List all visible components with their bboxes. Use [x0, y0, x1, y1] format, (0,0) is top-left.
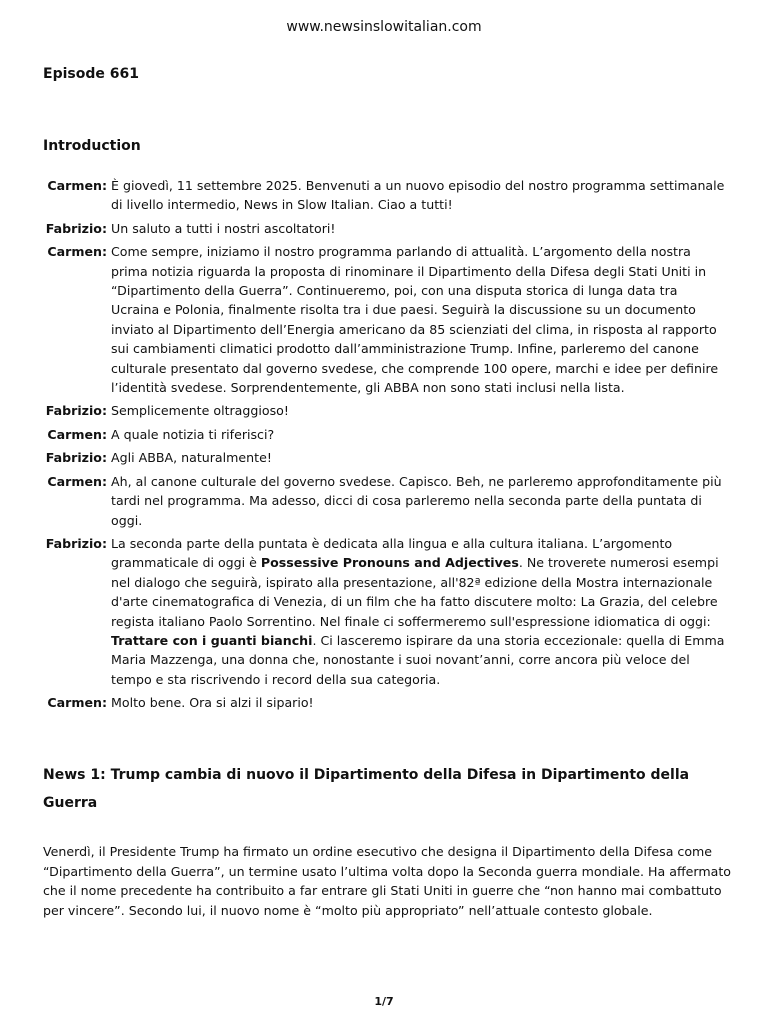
speech-text [111, 176, 733, 219]
dialogue-line [43, 448, 733, 471]
page-number: 1/7 [374, 995, 394, 1008]
speaker-name: Fabrizio: [45, 535, 107, 551]
site-url: www.newsinslowitalian.com [286, 19, 482, 35]
speech-text [111, 693, 733, 716]
dialogue-line [43, 401, 733, 424]
dialogue-line [43, 472, 733, 534]
news-1-heading: News 1: Trump cambia di nuovo il Dipartimento della Difesa in Dipartimento della Guerra [43, 767, 690, 811]
speaker-name: Carmen: [47, 244, 107, 260]
speech-fragment: Ah, al canone culturale del governo svedese. Capisco. Beh, ne parleremo approfonditamente più tardi nel programma. Ma adesso, dicci di cosa parleremo nella seconda parte della puntata di oggi. [111, 473, 722, 528]
speaker-name: Fabrizio: [45, 403, 107, 419]
speech-fragment: La seconda parte della puntata è dedicata alla lingua e alla cultura italiana. L’argomento grammaticale di oggi è [111, 535, 673, 571]
speech-fragment: . Ne troverete numerosi esempi nel dialogo che seguirà, ispirato alla presentazione, all'82ª edizione della Mostra internazionale d'arte cinematografica di Venezia, di un film che ha fatto discutere molto: La Grazia, del celebre regista italiano Paolo Sorrentino. Nel finale ci soffermeremo sull'espressione idiomatica di oggi: [111, 555, 719, 629]
dialogue-line [43, 534, 733, 693]
speech-fragment: Semplicemente oltraggioso! [111, 403, 289, 419]
dialogue-line [43, 219, 733, 242]
dialogue-line [43, 693, 733, 716]
speech-fragment: Un saluto a tutti i nostri ascoltatori! [111, 220, 336, 236]
introduction-heading: Introduction [43, 138, 141, 154]
emphasized-term: Possessive Pronouns and Adjectives [260, 555, 519, 571]
speaker-name: Carmen: [47, 695, 107, 711]
speaker-name: Fabrizio: [45, 220, 107, 236]
speaker-name: Carmen: [47, 178, 107, 193]
speech-fragment: Agli ABBA, naturalmente! [111, 450, 272, 466]
speech-text [111, 219, 733, 242]
speech-fragment: A quale notizia ti riferisci? [111, 426, 275, 442]
dialogue-line [43, 242, 733, 401]
episode-title: Episode 661 [43, 66, 139, 82]
dialogue-table [43, 176, 733, 717]
speech-fragment: . Ci lasceremo ispirare da una storia eccezionale: quella di Emma Maria Mazzenga, una donna che, nonostante i suoi novant’anni, corre ancora più veloce del tempo e sta riscrivendo i record della sua categoria. [111, 632, 725, 687]
speaker-name: Carmen: [47, 473, 107, 489]
dialogue-line [43, 176, 733, 219]
speech-text [111, 472, 733, 534]
speech-text [111, 534, 733, 693]
dialogue-line [43, 425, 733, 448]
speech-fragment: Come sempre, iniziamo il nostro programma parlando di attualità. L’argomento della nostra prima notizia riguarda la proposta di rinominare il Dipartimento della Difesa degli Stati Uniti in “Dipartimento della Guerra”. Continueremo, poi, con una disputa storica di lunga data tra Ucraina e Polonia, finalmente risolta tra i due paesi. Seguirà la discussione su un documento inviato al Dipartimento dell’Energia americano da 85 scienziati del clima, in risposta al rapporto sui cambiamenti climatici prodotto dall’amministrazione Trump. Infine, parleremo del canone culturale presentato dal governo svedese, che comprende 100 opere, marchi e idee per definire l’identità svedese. Sorprendentemente, gli ABBA non sono stati inclusi nella lista. [111, 244, 719, 396]
speech-text [111, 242, 733, 401]
speech-text [111, 448, 733, 471]
speaker-name: Fabrizio: [45, 450, 107, 466]
speaker-name: Carmen: [47, 426, 107, 442]
speech-text [111, 401, 733, 424]
speech-fragment: Molto bene. Ora si alzi il sipario! [111, 695, 314, 711]
news-1-body: Venerdì, il Presidente Trump ha firmato un ordine esecutivo che designa il Dipartimento della Difesa come “Dipartimento della Guerra”, un termine usato l’ultima volta dopo la Seconda guerra mondiale. Ha affermato che il nome precedente ha contribuito a far entrare gli Stati Uniti in guerre che “non hanno mai combattuto per vincere”. Secondo lui, il nuovo nome è “molto più appropriato” nell’attuale contesto globale. [43, 844, 731, 918]
speech-text [111, 425, 733, 448]
emphasized-term: Trattare con i guanti bianchi [111, 632, 313, 648]
speech-fragment: È giovedì, 11 settembre 2025. Benvenuti a un nuovo episodio del nostro programma settimanale di livello intermedio, News in Slow Italian. Ciao a tutti! [111, 178, 725, 213]
